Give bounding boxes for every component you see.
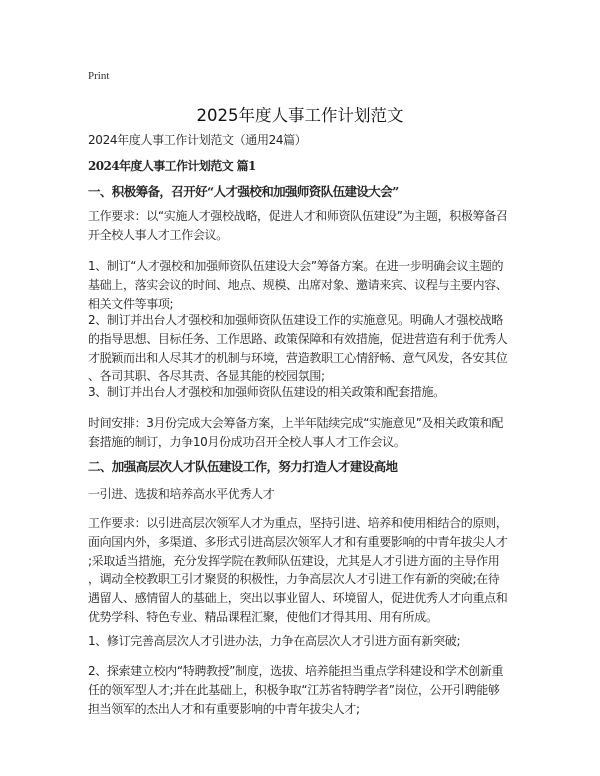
text-line: 工作要求：以引进高层次领军人才为重点，坚持引进、培养和使用相结合的原则，: [88, 516, 508, 530]
section1-heading: 一、积极筹备，召开好“人才强校和加强师资队伍建设大会”: [88, 184, 399, 199]
text-line: 工作要求：以“实施人才强校战略，促进人才和师资队伍建设”为主题，积极筹备召: [88, 209, 508, 223]
text-line: ;采取适当措施，充分发挥学院在教师队伍建设，尤其是人才引进方面的主导作用: [88, 553, 500, 568]
paragraph: [88, 414, 503, 452]
text-line: 相关文件等事项;: [88, 296, 174, 311]
text-line: 1、修订完善高层次人才引进办法，力争在高层次人才引进方面有新突破;: [88, 634, 461, 648]
print-label[interactable]: Print: [88, 70, 110, 82]
text-line: 开全校人事人才工作会议。: [88, 227, 228, 242]
text-line: 才脱颖而出和人尽其才的机制与环境，营造教职工心情舒畅、意气风发，各安其位: [88, 350, 508, 365]
article-title: 2024年度人事工作计划范文 篇1: [88, 159, 256, 173]
paragraph: [88, 257, 507, 313]
text-line: ，调动全校教职工引才聚贤的积极性，力争高层次人才引进工作有新的突破;在待: [88, 572, 500, 587]
paragraph: [88, 662, 503, 718]
text-line: 2、制订并出台人才强校和加强师资队伍建设工作的实施意见。明确人才强校战略: [88, 313, 504, 327]
text-line: 3、制订并出台人才强校和加强师资队伍建设的相关政策和配套措施。: [88, 385, 445, 399]
section2-heading: 二、加强高层次人才队伍建设工作，努力打造人才建设高地: [88, 459, 398, 474]
paragraph: [88, 514, 507, 627]
paragraph: [88, 632, 460, 651]
text-line: 、各司其职、各尽其责、各显其能的校园氛围;: [88, 369, 325, 384]
text-line: 遇留人、感情留人的基础上，突出以事业留人、环境留人，促进优秀人才向重点和: [88, 591, 508, 606]
text-line: 担当领军的杰出人才和有重要影响的中青年拔尖人才;: [88, 701, 360, 716]
document-subtitle: 2024年度人事工作计划范文（通用24篇）: [88, 133, 307, 147]
text-line: 优势学科、特色专业、精品课程汇聚，使他们才得其用、用有所成。: [88, 609, 438, 624]
text-line: 基础上，落实会议的时间、地点、规模、出席对象、邀请来宾、议程与主要内容、: [88, 277, 508, 292]
section2-subheading: 一引进、选拔和培养高水平优秀人才: [88, 487, 275, 501]
text-line: 时间安排：3月份完成大会筹备方案，上半年陆续完成“实施意见”及相关政策和配: [88, 416, 504, 430]
text-line: 任的领军型人才;并在此基础上，积极争取“江苏省特聘学者”岗位，公开引聘能够: [88, 682, 500, 697]
text-line: 1、制订“人才强校和加强师资队伍建设大会”筹备方案。在进一步明确会议主题的: [88, 259, 504, 273]
page-title: 2025年度人事工作计划范文: [196, 106, 404, 125]
paragraph: [88, 383, 445, 402]
text-line: 面向国内外，多渠道、多形式引进高层次领军人才和有重要影响的中青年拔尖人才: [88, 534, 508, 549]
text-line: 套措施的制订，力争10月份成功召开全校人事人才工作会议。: [88, 434, 406, 449]
text-line: 的指导思想、目标任务、工作思路、政策保障和有效措施，促进营造有利于优秀人: [88, 331, 508, 346]
text-line: 2、探索建立校内“特聘教授”制度，选拔、培养能担当重点学科建设和学术创新重: [88, 664, 504, 678]
paragraph: [88, 311, 507, 386]
paragraph: [88, 207, 508, 245]
